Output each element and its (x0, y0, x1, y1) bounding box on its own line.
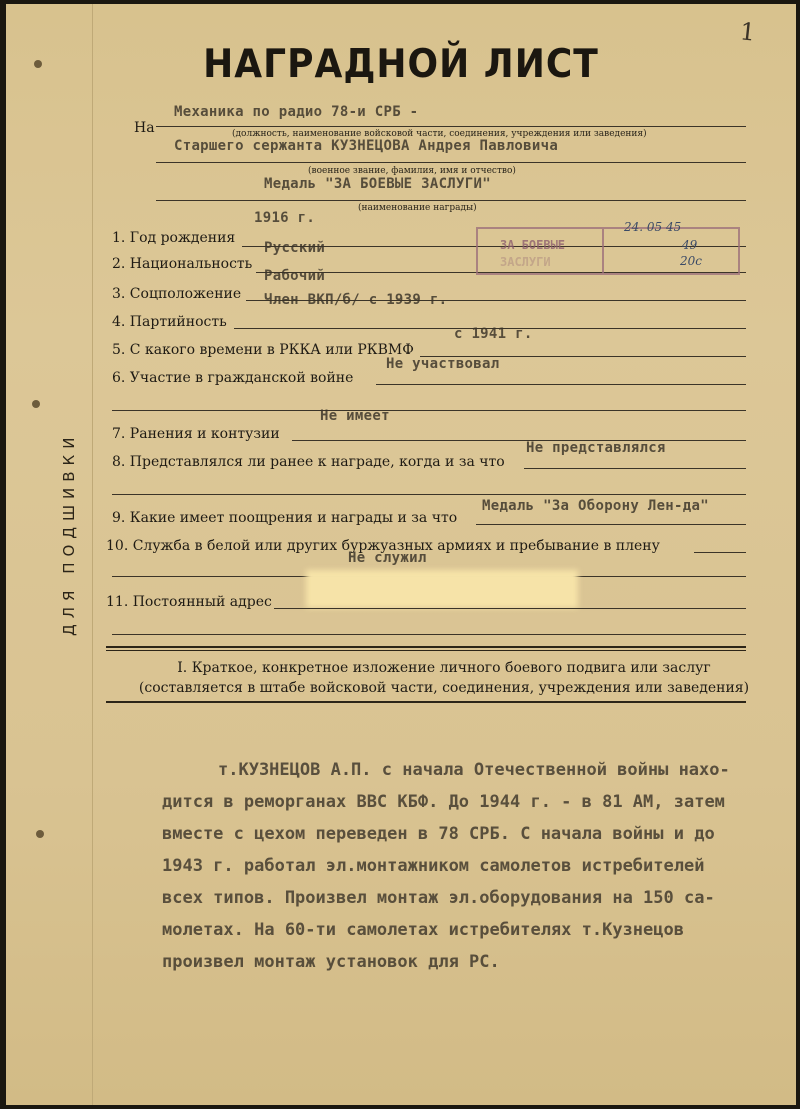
rank-name-caption: (военное звание, фамилия, имя и отчество) (308, 166, 516, 176)
narrative-line: произвел монтаж установок для РС. (162, 952, 500, 972)
handwritten-number: 49 (682, 238, 698, 252)
corner-mark: 1 (738, 17, 757, 47)
field-label-wounds: 7. Ранения и контузии (112, 426, 280, 442)
narrative-line: т.КУЗНЕЦОВ А.П. с начала Отечественной войны нахо- (218, 760, 730, 780)
field-value-social-status: Рабочий (264, 268, 326, 284)
field-value-civil-war: Не участвовал (386, 356, 500, 372)
field-label-service-since: 5. С какого времени в РККА или РКВМФ (112, 342, 414, 358)
field-label-white-army: 10. Служба в белой или других буржуазных армиях и пребывание в плену (106, 538, 660, 554)
field-label-social-status: 3. Соцположение (112, 286, 242, 302)
redacted-address (306, 570, 578, 608)
award-caption: (наименование награды) (358, 203, 477, 213)
section-title: I. Краткое, конкретное изложение личного боевого подвига или заслуг (177, 660, 711, 676)
position-value: Механика по радио 78-и СРБ - (174, 104, 419, 120)
award-value: Медаль "ЗА БОЕВЫЕ ЗАСЛУГИ" (264, 176, 491, 192)
na-label: На (134, 120, 155, 136)
award-sheet (6, 4, 796, 1105)
field-value-white-army: Не служил (348, 550, 427, 566)
field-label-nationality: 2. Национальность (112, 256, 253, 272)
punch-mark (32, 400, 40, 408)
section-subtitle: (составляется в штабе войсковой части, соединения, учреждения или заведения) (138, 680, 750, 696)
field-label-previous-awards: 8. Представлялся ли ранее к награде, когда и за что (112, 454, 505, 470)
narrative-line: всех типов. Произвел монтаж эл.оборудования на 150 са- (162, 888, 715, 908)
binding-margin-line (92, 4, 93, 1105)
field-value-birth-year: 1916 г. (254, 210, 316, 226)
stamp-subtext: ЗАСЛУГИ (500, 255, 551, 269)
rank-name-value: Старшего сержанта КУЗНЕЦОВА Андрея Павловича (174, 138, 559, 154)
field-value-party: Член ВКП/б/ с 1939 г. (264, 292, 448, 308)
field-label-address: 11. Постоянный адрес (106, 594, 272, 610)
field-value-service-since: с 1941 г. (454, 326, 533, 342)
handwritten-date: 24. 05 45 (624, 220, 682, 234)
field-value-wounds: Не имеет (320, 408, 390, 424)
handwritten-number-2: 20с (680, 254, 702, 268)
position-caption: (должность, наименование войсковой части, соединения, учреждения или заведения) (232, 129, 647, 139)
field-label-commendations: 9. Какие имеет поощрения и награды и за что (112, 510, 458, 526)
narrative-line: молетах. На 60-ти самолетах истребителях т.Кузнецов (162, 920, 684, 940)
field-value-nationality: Русский (264, 240, 326, 256)
page-title: НАГРАДНОЙ ЛИСТ (203, 41, 599, 88)
field-value-previous-awards: Не представлялся (526, 440, 666, 456)
binding-label: ДЛЯ ПОДШИВКИ (60, 431, 78, 637)
narrative-line: вместе с цехом переведен в 78 СРБ. С начала войны и до (162, 824, 715, 844)
field-label-civil-war: 6. Участие в гражданской войне (112, 370, 354, 386)
punch-mark (36, 830, 44, 838)
field-label-party: 4. Партийность (112, 314, 227, 330)
narrative-line: дится в реморганах ВВС КБФ. До 1944 г. - в 81 АМ, затем (162, 792, 725, 812)
stamp-text: ЗА БОЕВЫЕ (500, 238, 566, 252)
field-value-commendations: Медаль "За Оборону Лен-да" (482, 498, 709, 514)
field-label-birth-year: 1. Год рождения (112, 230, 236, 246)
narrative-line: 1943 г. работал эл.монтажником самолетов истребителей (162, 856, 705, 876)
